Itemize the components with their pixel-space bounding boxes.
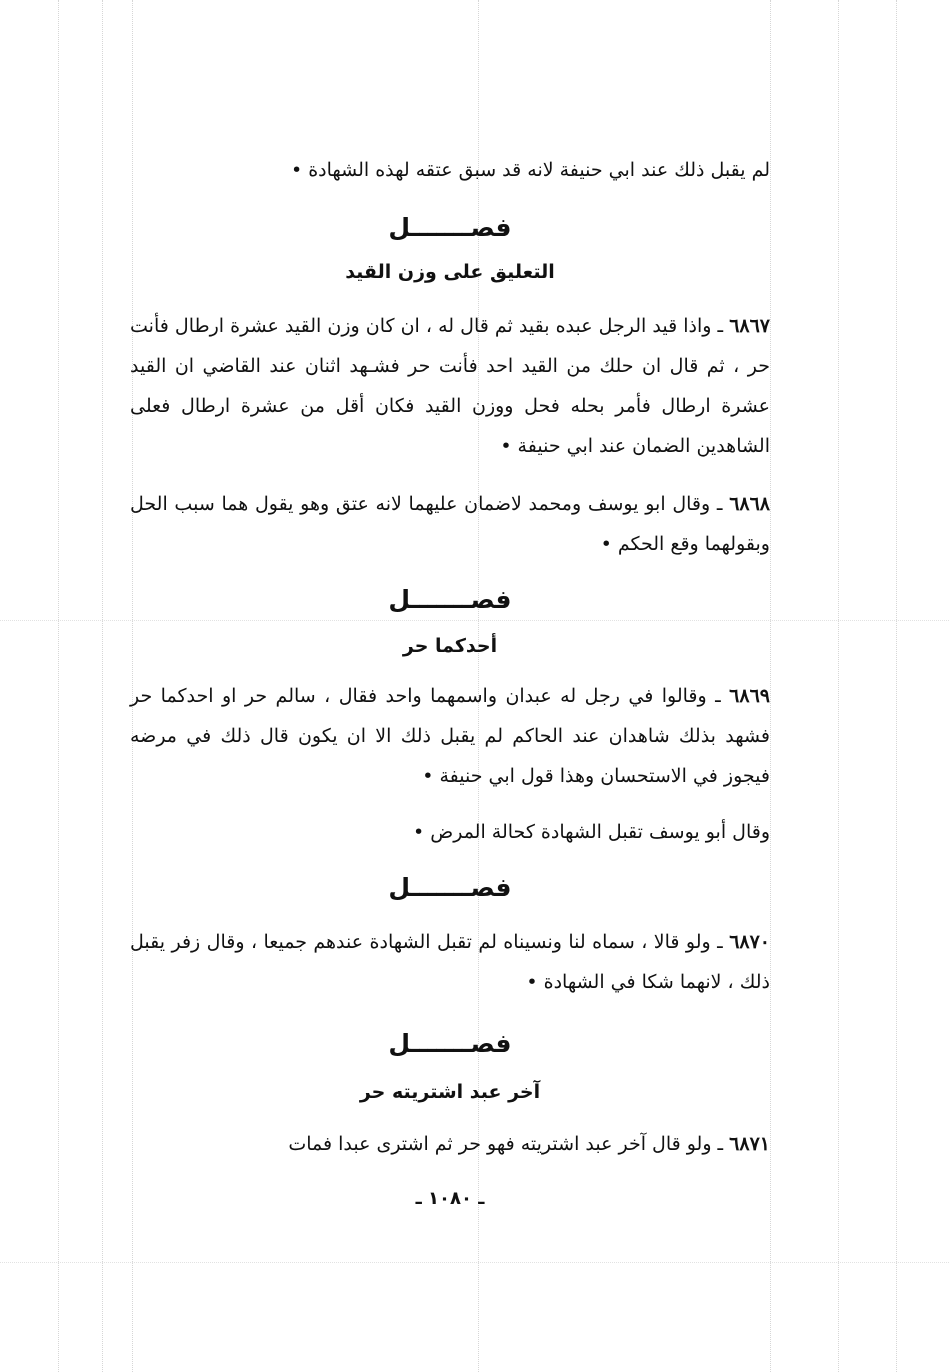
section-heading-text: فصـــــــل — [388, 585, 512, 614]
scan-guide-line — [58, 0, 59, 1372]
paragraph-text: ـ ولو قالا ، سماه لنا ونسيناه لم تقبل الشهادة عندهم جميعا ، وقال زفر يقبل ذلك ، لانهما شكا في الشهادة • — [130, 931, 770, 993]
paragraph-text: ـ وقال ابو يوسف ومحمد لاضمان عليهما لانه عتق وهو يقول هما سبب الحل وبقولهما وقع الحكم • — [130, 493, 770, 555]
section-subtitle-text: آخر عبد اشتريته حر — [359, 1081, 541, 1103]
paragraph-6867 — [130, 306, 770, 466]
section-heading — [130, 208, 770, 248]
paragraph-number: ٦٨٦٨ — [729, 493, 771, 515]
paragraph-text: ـ ولو قال آخر عبد اشتريته فهو حر ثم اشترى عبدا فمات — [288, 1133, 724, 1155]
intro-line-text: لم يقبل ذلك عند ابي حنيفة لانه قد سبق عتقه لهذه الشهادة • — [290, 159, 770, 181]
paragraph-number: ٦٨٧٠ — [729, 931, 771, 953]
paragraph-6871 — [130, 1124, 770, 1164]
scan-guide-line — [896, 0, 897, 1372]
paragraph-text: ـ وقالوا في رجل له عبدان واسمهما واحد فقال ، سالم حر او احدكما حر فشهد بذلك شاهدان عند الحاكم لم يقبل ذلك الا ان يكون قال ذلك في مرضه فيجوز في الاستحسان وهذا قول ابي حنيفة • — [130, 685, 770, 787]
paragraph-text: ـ واذا قيد الرجل عبده بقيد ثم قال له ، ان كان وزن القيد عشرة ارطال فأنت حر ، ثم قال ان حلك من القيد احد فأنت حر فشـهد اثنان عند القاضي ان القيد عشرة ارطال فأمر بحله فحل ووزن القيد فكان أقل من عشرة ارطال فعلى الشاهدين الضمان عند ابي حنيفة • — [130, 315, 770, 457]
paragraph-number: ٦٨٧١ — [729, 1133, 770, 1155]
section-heading-text: فصـــــــل — [388, 873, 512, 902]
section-heading-text: فصـــــــل — [388, 1029, 512, 1058]
section-subtitle — [130, 1074, 770, 1110]
scan-guide-line — [838, 0, 839, 1372]
section-heading — [130, 868, 770, 908]
paragraph-6869 — [130, 676, 770, 796]
page-number — [130, 1184, 770, 1214]
paragraph-6869-continued — [182, 812, 770, 852]
scan-guide-line — [102, 0, 103, 1372]
page-number-text: ـ ١٠٨٠ ـ — [415, 1188, 485, 1209]
scan-guide-line — [770, 0, 771, 1372]
section-subtitle — [130, 254, 770, 290]
scan-guide-line — [0, 1262, 949, 1263]
paragraph-number: ٦٨٦٧ — [729, 315, 771, 337]
section-heading — [130, 1024, 770, 1064]
intro-line — [130, 150, 770, 190]
paragraph-6868 — [130, 484, 770, 564]
section-heading-text: فصـــــــل — [388, 213, 512, 242]
scan-guide-line — [0, 620, 949, 621]
paragraph-number: ٦٨٦٩ — [729, 685, 770, 707]
section-subtitle-text: التعليق على وزن القيد — [345, 261, 555, 283]
section-subtitle — [130, 628, 770, 664]
section-subtitle-text: أحدكما حر — [402, 635, 498, 657]
paragraph-6870 — [130, 922, 770, 1002]
paragraph-text: وقال أبو يوسف تقبل الشهادة كحالة المرض • — [413, 821, 770, 843]
section-heading — [130, 580, 770, 620]
